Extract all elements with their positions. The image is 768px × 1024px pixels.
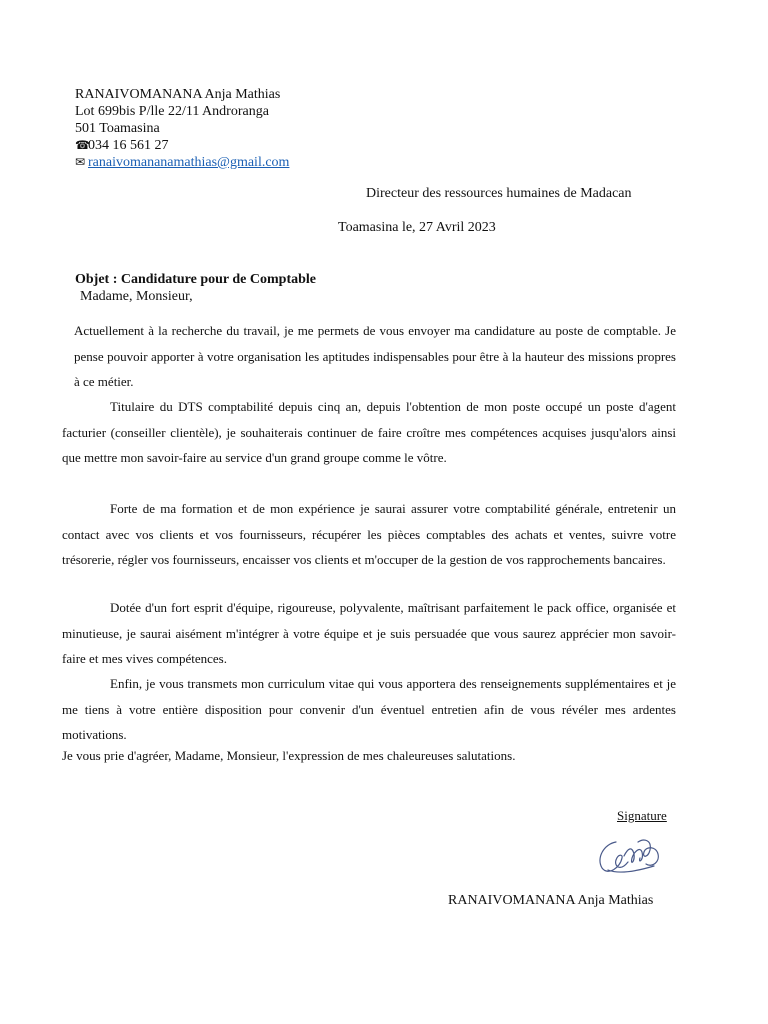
phone-icon: ☎ (75, 138, 90, 152)
sender-block (75, 86, 289, 171)
signature-label: Signature (617, 808, 667, 823)
sender-address-line1: Lot 699bis P/lle 22/11 Androranga (75, 104, 269, 119)
sender-address-line2: 501 Toamasina (75, 121, 160, 136)
envelope-icon: ✉ (75, 155, 86, 169)
sender-email-line (75, 154, 289, 171)
body-paragraph-4: Dotée d'un fort esprit d'équipe, rigoureuse, polyvalente, maîtrisant parfaitement le pack office, organisée et minutieuse, je saurai aisément m'intégrer à votre équipe et je suis persuadée que vous saurez apprécier mon savoir-faire et mes vives compétences. (62, 600, 676, 666)
sender-email-link[interactable]: ranaivomananamathias@gmail.com (88, 155, 290, 170)
body-paragraph-1: Actuellement à la recherche du travail, je me permets de vous envoyer ma candidature au poste de comptable. Je pense pouvoir apporter à votre organisation les aptitudes indispensables pour être à la hauteur des missions propres à ce métier. (74, 323, 676, 389)
body-paragraph-5: Enfin, je vous transmets mon curriculum vitae qui vous apportera des renseignements supplémentaires et je me tiens à votre entière disposition pour convenir d'un éventuel entretien afin de vous révéler mes ardentes motivations. (62, 676, 676, 742)
recipient: Directeur des ressources humaines de Madacan (366, 186, 632, 201)
sender-name: RANAIVOMANANA Anja Mathias (75, 87, 281, 102)
signature-name: RANAIVOMANANA Anja Mathias (448, 893, 654, 908)
closing-formula: Je vous prie d'agréer, Madame, Monsieur, l'expression de mes chaleureuses salutations. (62, 748, 516, 763)
handwritten-signature (594, 832, 666, 882)
body-paragraph-3: Forte de ma formation et de mon expérience je saurai assurer votre comptabilité générale, entretenir un contact avec vos clients et vos fournisseurs, récupérer les pièces comptables des achats et ventes, suivre votre trésorerie, régler vos fournisseurs, encaisser vos clients et m'occuper de la gestion de vos rapprochements bancaires. (62, 501, 676, 567)
sender-phone-line (75, 137, 289, 154)
salutation: Madame, Monsieur, (80, 289, 193, 304)
letter-subject: Objet : Candidature pour de Comptable (75, 272, 317, 287)
body-paragraph-2: Titulaire du DTS comptabilité depuis cinq an, depuis l'obtention de mon poste occupé un poste d'agent facturier (conseiller clientèle), je souhaiterais continuer de faire croître mes compétences acquises jusqu'alors ainsi que mettre mon savoir-faire au service d'un grand groupe comme le vôtre. (62, 399, 676, 465)
letter-date: Toamasina le, 27 Avril 2023 (338, 220, 496, 235)
sender-phone: 034 16 561 27 (88, 138, 169, 153)
